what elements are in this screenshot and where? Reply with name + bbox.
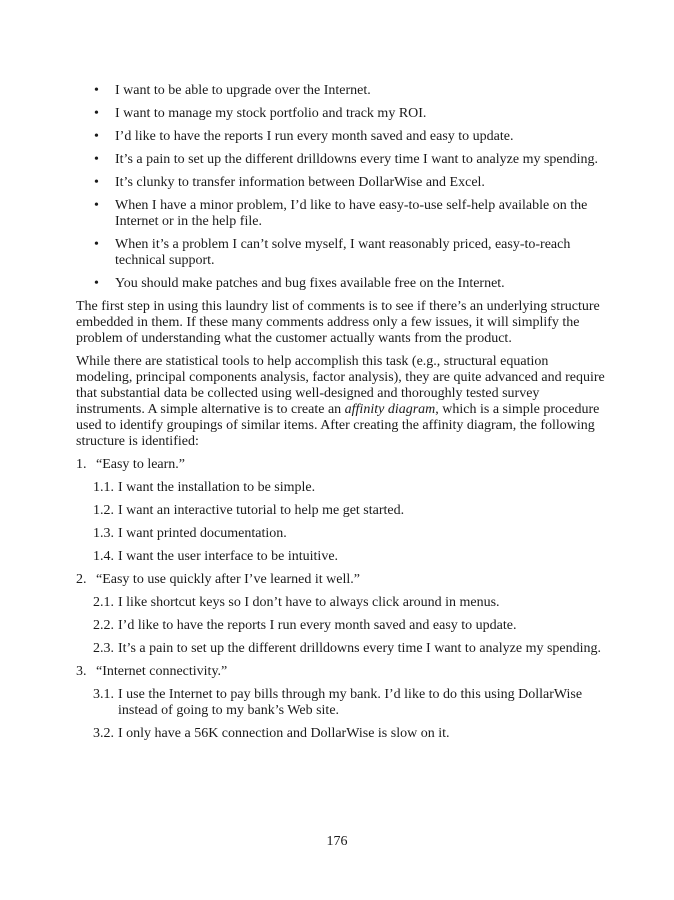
page-body — [76, 83, 606, 749]
structure-group-2 — [76, 572, 606, 588]
bullet-icon: • — [94, 198, 99, 213]
bullet-text: I want to manage my stock portfolio and track my ROI. — [115, 106, 427, 121]
paragraph-text: , which is a simple procedure used to identify groupings of similar items. After creating the affinity diagram, the following structure is identified: — [76, 402, 600, 449]
customer-comments-list — [76, 83, 606, 292]
list-item — [76, 641, 606, 657]
list-item — [76, 549, 606, 565]
bullet-icon: • — [94, 152, 99, 167]
bullet-text: When it’s a problem I can’t solve myself, I want reasonably priced, easy-to-reach technical support. — [115, 237, 571, 268]
list-item — [76, 503, 606, 519]
item-number: 2.3. — [93, 641, 114, 656]
group-number: 1. — [76, 457, 87, 472]
list-item — [76, 106, 606, 122]
list-item — [76, 152, 606, 168]
group-number: 2. — [76, 572, 87, 587]
affinity-diagram-term: affinity diagram — [344, 402, 436, 417]
bullet-icon: • — [94, 129, 99, 144]
item-number: 3.2. — [93, 726, 114, 741]
structure-group-1 — [76, 457, 606, 473]
item-text: I want an interactive tutorial to help me get started. — [118, 503, 405, 518]
item-text: I like shortcut keys so I don’t have to always click around in menus. — [118, 595, 500, 610]
bullet-icon: • — [94, 175, 99, 190]
group-number: 3. — [76, 664, 87, 679]
page-number: 176 — [326, 834, 348, 849]
paragraph-affinity-diagram — [76, 354, 606, 450]
item-text: I want the user interface to be intuitive. — [118, 549, 339, 564]
item-text: It’s a pain to set up the different drilldowns every time I want to analyze my spending. — [118, 641, 602, 656]
bullet-text: It’s a pain to set up the different drilldowns every time I want to analyze my spending. — [115, 152, 599, 167]
list-item — [76, 175, 606, 191]
item-text: I want the installation to be simple. — [118, 480, 316, 495]
bullet-text: It’s clunky to transfer information between DollarWise and Excel. — [115, 175, 485, 190]
item-text: I’d like to have the reports I run every month saved and easy to update. — [118, 618, 517, 633]
item-number: 2.1. — [93, 595, 114, 610]
list-item — [76, 276, 606, 292]
bullet-text: When I have a minor problem, I’d like to have easy-to-use self-help available on the Internet or in the help file. — [115, 198, 588, 229]
item-number: 1.4. — [93, 549, 114, 564]
bullet-text: I want to be able to upgrade over the Internet. — [115, 83, 371, 98]
list-item — [76, 129, 606, 145]
structure-group-3 — [76, 664, 606, 680]
list-item — [76, 237, 606, 269]
group-heading: “Easy to use quickly after I’ve learned it well.” — [96, 572, 360, 587]
item-text: I use the Internet to pay bills through my bank. I’d like to do this using DollarWise instead of going to my bank’s Web site. — [118, 687, 583, 718]
list-item — [76, 595, 606, 611]
item-number: 3.1. — [93, 687, 114, 702]
item-number: 1.2. — [93, 503, 114, 518]
bullet-text: I’d like to have the reports I run every month saved and easy to update. — [115, 129, 514, 144]
list-item — [76, 687, 606, 719]
bullet-text: You should make patches and bug fixes available free on the Internet. — [115, 276, 505, 291]
paragraph-underlying-structure: The first step in using this laundry list of comments is to see if there’s an underlying structure embedded in them. If these many comments address only a few issues, it will simplify the problem of understanding what the customer actually wants from the product. — [76, 299, 600, 346]
list-item — [76, 198, 606, 230]
bullet-icon: • — [94, 106, 99, 121]
item-text: I want printed documentation. — [118, 526, 287, 541]
bullet-icon: • — [94, 83, 99, 98]
item-number: 1.1. — [93, 480, 114, 495]
item-text: I only have a 56K connection and DollarWise is slow on it. — [118, 726, 450, 741]
list-item — [76, 526, 606, 542]
bullet-icon: • — [94, 237, 99, 252]
bullet-icon: • — [94, 276, 99, 291]
list-item — [76, 83, 606, 99]
list-item — [76, 726, 606, 742]
group-heading: “Internet connectivity.” — [96, 664, 228, 679]
list-item — [76, 618, 606, 634]
item-number: 2.2. — [93, 618, 114, 633]
item-number: 1.3. — [93, 526, 114, 541]
group-heading: “Easy to learn.” — [96, 457, 186, 472]
list-item — [76, 480, 606, 496]
paragraph-text: While there are statistical tools to help accomplish this task (e.g., structural equation modeling, principal components analysis, factor analysis), they are quite advanced and require that substantial data be collected using well-designed and thoroughly tested survey instruments. A simple alternative is to create an — [76, 354, 605, 417]
